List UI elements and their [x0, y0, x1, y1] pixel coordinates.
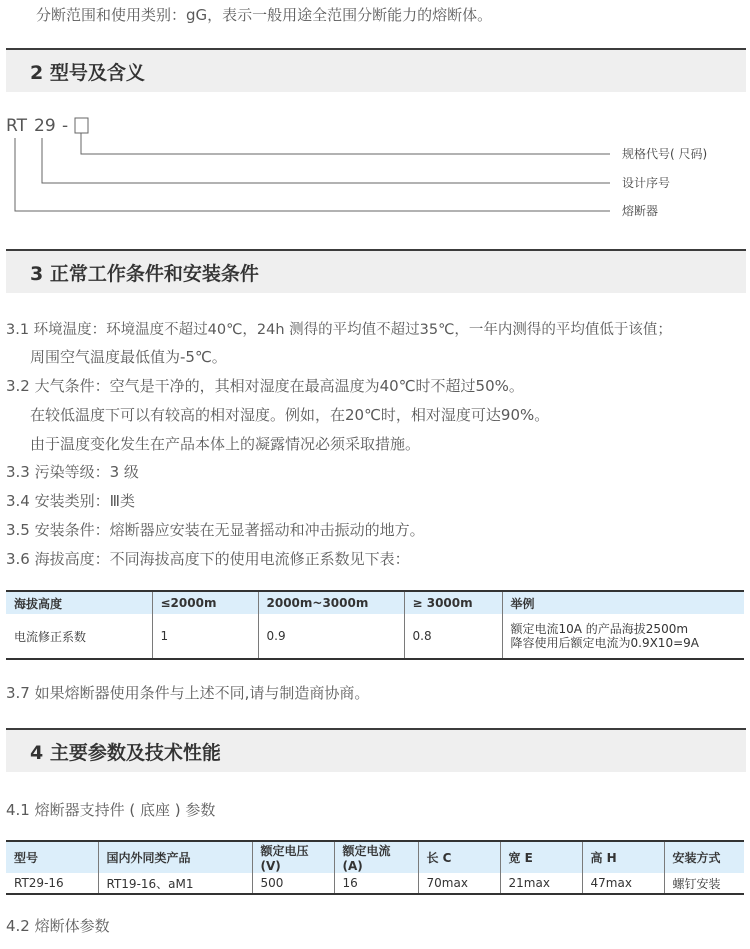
example-line-2: 降容使用后额定电流为0.9X10=9A	[510, 636, 699, 650]
header-width: 宽 E	[500, 841, 582, 873]
condition-3-7: 3.7 如果熔断器使用条件与上述不同,请与制造商协商。	[6, 684, 370, 702]
section-2-header	[6, 48, 746, 92]
condition-3-1-cont: 周围空气温度最低值为-5℃。	[30, 348, 227, 366]
header-altitude: 海拔高度	[6, 591, 152, 614]
condition-3-3: 3.3 污染等级：3 级	[6, 463, 139, 481]
condition-3-5: 3.5 安装条件：熔断器应安装在无显著摇动和冲击振动的地方。	[6, 521, 425, 539]
code-part-rt: RT	[6, 116, 27, 136]
cell-height: 47max	[582, 873, 664, 894]
condition-3-4: 3.4 安装类别：Ⅲ类	[6, 492, 135, 510]
header-height: 高 H	[582, 841, 664, 873]
condition-3-2: 3.2 大气条件：空气是干净的，其相对湿度在最高温度为40℃时不超过50%。	[6, 377, 524, 395]
example-line-1: 额定电流10A 的产品海拔2500m	[510, 622, 689, 636]
header-rated-current: 额定电流 (A)	[334, 841, 418, 873]
section-3-title: 3 正常工作条件和安装条件	[30, 263, 259, 285]
cell-label: 电流修正系数	[14, 629, 87, 644]
table-header-row	[6, 841, 744, 873]
connector-fuse	[15, 138, 610, 211]
label-spec-code: 规格代号( 尺码)	[622, 147, 708, 161]
cell-width: 21max	[500, 873, 582, 894]
section-3-header	[6, 249, 746, 293]
cell-mounting: 螺钉安装	[664, 873, 744, 894]
label-fuse: 熔断器	[622, 204, 659, 218]
header-rated-voltage: 额定电压 (V)	[252, 841, 334, 873]
code-part-dash: -	[62, 116, 69, 136]
table-row	[6, 614, 744, 659]
code-part-29: 29	[34, 116, 56, 136]
header-le-2000: ≤2000m	[152, 591, 258, 614]
base-parameter-table	[6, 840, 744, 895]
intro-text: 分断范围和使用类别：gG，表示一般用途全范围分断能力的熔断体。	[36, 6, 493, 24]
header-example: 举例	[502, 591, 744, 614]
header-length: 长 C	[418, 841, 500, 873]
connector-spec-code	[81, 133, 610, 154]
altitude-correction-table	[6, 590, 744, 660]
section-4-header	[6, 728, 746, 772]
connector-design-serial	[42, 138, 610, 183]
condition-3-2-cont1: 在较低温度下可以有较高的相对湿度。例如，在20℃时，相对湿度可达90%。	[30, 406, 550, 424]
cell-model: RT29-16	[14, 876, 64, 890]
subsection-4-2: 4.2 熔断体参数	[6, 917, 110, 935]
header-2000-3000: 2000m~3000m	[258, 591, 404, 614]
subsection-4-1: 4.1 熔断器支持件 ( 底座 ) 参数	[6, 801, 216, 819]
header-model: 型号	[6, 841, 98, 873]
header-ge-3000: ≥ 3000m	[404, 591, 502, 614]
cell-rated-current: 16	[334, 873, 418, 894]
code-box-placeholder	[75, 118, 88, 133]
table-row	[6, 873, 744, 894]
header-similar-products: 国内外同类产品	[98, 841, 252, 873]
cell-rated-voltage: 500	[252, 873, 334, 894]
section-4-title: 4 主要参数及技术性能	[30, 742, 221, 764]
condition-3-1: 3.1 环境温度：环境温度不超过40℃，24h 测得的平均值不超过35℃，一年内测得的平均值低于该值；	[6, 322, 672, 338]
cell-length: 70max	[418, 873, 500, 894]
header-mounting: 安装方式	[664, 841, 744, 873]
cell-example	[502, 614, 744, 659]
condition-3-2-cont2: 由于温度变化发生在产品本体上的凝露情况必须采取措施。	[30, 435, 421, 453]
cell-similar-products: RT19-16、aM1	[98, 873, 252, 894]
cell-v1: 1	[152, 614, 258, 659]
condition-3-6: 3.6 海拔高度：不同海拔高度下的使用电流修正系数见下表：	[6, 550, 410, 568]
section-2-title: 2 型号及含义	[30, 62, 145, 84]
cell-v2: 0.9	[258, 614, 404, 659]
table-header-row	[6, 591, 744, 614]
cell-v3: 0.8	[404, 614, 502, 659]
label-design-serial: 设计序号	[622, 176, 671, 190]
